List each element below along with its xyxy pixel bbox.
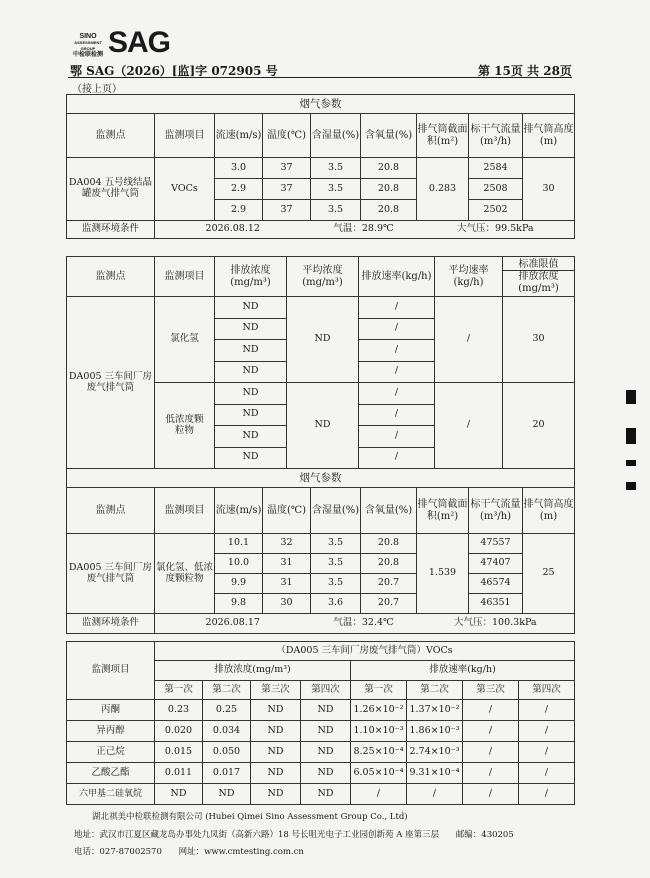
item-label: 监测项目: [67, 642, 155, 700]
time-header: 第三次: [251, 681, 301, 700]
cell: 20.7: [361, 574, 417, 594]
cell: 0.23: [155, 700, 203, 721]
conc-label: 排放浓度(mg/m³): [155, 661, 351, 681]
cell: ND: [301, 700, 351, 721]
cell: 1.37×10⁻²: [407, 700, 463, 721]
conditions-temp: 气温：28.9℃: [311, 221, 417, 239]
cell: 10.1: [215, 534, 263, 554]
section-title: 烟气参数: [67, 95, 575, 114]
col-header: 监测点: [67, 257, 155, 297]
cell-avg: ND: [287, 297, 359, 383]
cell: /: [463, 742, 519, 763]
cell: /: [463, 721, 519, 742]
cell: /: [359, 361, 435, 383]
logo-text: [70, 34, 106, 58]
cell: ND: [155, 784, 203, 805]
limit-label: 标准限值: [503, 259, 574, 272]
table-emission-da005: [66, 256, 575, 469]
cell: 37: [263, 158, 311, 179]
cell: /: [359, 447, 435, 469]
monitor-item: 氯化氢: [155, 297, 215, 383]
table-row: [67, 784, 575, 805]
cell-avg-rate: /: [435, 383, 503, 469]
cell: /: [359, 318, 435, 340]
table-flue-gas-da004: [66, 94, 575, 239]
cell: 20.8: [361, 200, 417, 221]
monitor-point: DA004 五号线结晶罐废气排气筒: [67, 158, 155, 221]
cell: ND: [215, 340, 287, 362]
col-header: 监测项目: [155, 114, 215, 158]
cell: 32: [263, 534, 311, 554]
col-header: 温度(℃): [263, 488, 311, 534]
cell: 31: [263, 574, 311, 594]
cell: 9.8: [215, 594, 263, 614]
cell: 10.0: [215, 554, 263, 574]
footer-contact-line: [74, 845, 304, 857]
monitor-item: 低浓度颗粒物: [155, 383, 215, 469]
cell: /: [519, 763, 575, 784]
col-header: 监测项目: [155, 257, 215, 297]
cell: 37: [263, 200, 311, 221]
monitor-item: VOCs: [155, 158, 215, 221]
page-info: 第 15页 共 28页: [478, 64, 572, 78]
time-header: 第三次: [463, 681, 519, 700]
cell: 2584: [469, 158, 523, 179]
limit-sub: 排放浓度(mg/m³): [518, 271, 559, 294]
cell-height: 25: [523, 534, 575, 614]
col-header: 排气筒截面积(m²): [417, 488, 469, 534]
cell: 3.5: [311, 200, 361, 221]
cell: ND: [251, 784, 301, 805]
cell: 3.5: [311, 534, 361, 554]
cell: 0.017: [203, 763, 251, 784]
conditions-pressure: 大气压：99.5kPa: [417, 221, 575, 239]
cell: 9.9: [215, 574, 263, 594]
cell: 0.25: [203, 700, 251, 721]
footer-company: 湖北祺美中检联检测有限公司 (Hubei Qimei Sino Assessment Group Co., Ltd): [92, 812, 408, 822]
cell: 1.26×10⁻²: [351, 700, 407, 721]
cell: /: [519, 700, 575, 721]
cell: ND: [215, 447, 287, 469]
conditions-date: 2026.08.17: [155, 614, 311, 634]
table-row: [67, 763, 575, 784]
cell: /: [359, 340, 435, 362]
cell: /: [351, 784, 407, 805]
cell-avg: ND: [287, 383, 359, 469]
col-header: 排放速率(kg/h): [359, 257, 435, 297]
cell: 0.050: [203, 742, 251, 763]
time-header: 第二次: [407, 681, 463, 700]
vocs-title: （DA005 三车间厂房废气排气筒）VOCs: [155, 642, 575, 661]
cell: 20.8: [361, 554, 417, 574]
compound-name: 丙酮: [67, 700, 155, 721]
cell: ND: [251, 700, 301, 721]
cell: 3.5: [311, 179, 361, 200]
cell: ND: [215, 383, 287, 405]
cell: ND: [251, 721, 301, 742]
logo-cn: 中检联检测: [72, 52, 103, 58]
cell: 47407: [469, 554, 523, 574]
col-header-limit: [503, 257, 575, 297]
cell: ND: [215, 361, 287, 383]
table-row: [67, 700, 575, 721]
cell: 3.0: [215, 158, 263, 179]
conditions-pressure: 大气压：100.3kPa: [417, 614, 575, 634]
compound-name: 异丙醇: [67, 721, 155, 742]
section-title: 烟气参数: [67, 469, 575, 488]
compound-name: 正己烷: [67, 742, 155, 763]
cell: 6.05×10⁻⁴: [351, 763, 407, 784]
col-header: 监测点: [67, 114, 155, 158]
table-row: [67, 742, 575, 763]
cell: 9.31×10⁻⁴: [407, 763, 463, 784]
rate-label: 排放速率(kg/h): [351, 661, 575, 681]
cell-area: 0.283: [417, 158, 469, 221]
footer-phone: 电话：027-87002570: [74, 847, 162, 857]
cell: ND: [301, 784, 351, 805]
col-header: 含氧量(%): [361, 114, 417, 158]
logo-sino: SINO: [79, 33, 97, 40]
cell: ND: [203, 784, 251, 805]
col-header: 监测点: [67, 488, 155, 534]
footer-address-line: [74, 828, 514, 840]
col-header: 排气筒高度(m): [523, 114, 575, 158]
compound-name: 乙酸乙酯: [67, 763, 155, 784]
cell: 46574: [469, 574, 523, 594]
col-header: 排气筒截面积(m²): [417, 114, 469, 158]
cell: /: [359, 297, 435, 319]
seal-mark: [626, 428, 636, 444]
cell: 1.86×10⁻³: [407, 721, 463, 742]
cell: 46351: [469, 594, 523, 614]
col-header: 标干气流量(m³/h): [469, 114, 523, 158]
cell-area: 1.539: [417, 534, 469, 614]
col-header: 平均浓度(mg/m³): [287, 257, 359, 297]
cell: 2502: [469, 200, 523, 221]
cell: /: [359, 426, 435, 448]
cell: 20.8: [361, 534, 417, 554]
cell: 0.011: [155, 763, 203, 784]
table-row: [67, 721, 575, 742]
footer-postcode: 邮编：430205: [455, 830, 514, 840]
cell: 2.9: [215, 179, 263, 200]
seal-mark: [626, 482, 636, 490]
cell: ND: [251, 763, 301, 784]
cell: 20.8: [361, 179, 417, 200]
col-header: 含湿量(%): [311, 488, 361, 534]
cell: 30: [263, 594, 311, 614]
cell: 2.74×10⁻³: [407, 742, 463, 763]
cell: 0.034: [203, 721, 251, 742]
compound-name: 六甲基二硅氧烷: [67, 784, 155, 805]
cell: 2508: [469, 179, 523, 200]
cell: /: [463, 700, 519, 721]
cell: ND: [301, 721, 351, 742]
time-header: 第四次: [301, 681, 351, 700]
conditions-temp: 气温：32.4℃: [311, 614, 417, 634]
col-header: 流速(m/s): [215, 114, 263, 158]
header-rule: [68, 77, 572, 78]
seal-mark: [626, 460, 636, 466]
conditions-date: 2026.08.12: [155, 221, 311, 239]
footer-website: 网址：www.cmtesting.com.cn: [178, 847, 304, 857]
cell: ND: [215, 297, 287, 319]
cell: ND: [215, 426, 287, 448]
col-header: 标干气流量(m³/h): [469, 488, 523, 534]
conditions-label: 监测环境条件: [67, 614, 155, 634]
cell: /: [359, 383, 435, 405]
cell-limit: 30: [503, 297, 575, 383]
cell: 20.8: [361, 158, 417, 179]
cell: 2.9: [215, 200, 263, 221]
cell: 8.25×10⁻⁴: [351, 742, 407, 763]
continued-label: （接上页）: [72, 84, 122, 95]
table-flue-gas-da005: [66, 468, 575, 634]
conditions-label: 监测环境条件: [67, 221, 155, 239]
col-header: 含氧量(%): [361, 488, 417, 534]
table-vocs-da005: [66, 641, 575, 805]
col-header: 温度(℃): [263, 114, 311, 158]
cell: 37: [263, 179, 311, 200]
cell: 20.7: [361, 594, 417, 614]
cell: 31: [263, 554, 311, 574]
seal-mark: [626, 390, 636, 404]
cell: ND: [215, 404, 287, 426]
col-header: 排气筒高度(m): [523, 488, 575, 534]
cell: /: [519, 784, 575, 805]
cell-height: 30: [523, 158, 575, 221]
cell: /: [463, 763, 519, 784]
cell: /: [519, 721, 575, 742]
col-header: 流速(m/s): [215, 488, 263, 534]
document-number: 鄂 SAG（2026）[监]字 072905 号: [70, 64, 278, 78]
cell: /: [463, 784, 519, 805]
cell: 1.10×10⁻³: [351, 721, 407, 742]
cell-limit: 20: [503, 383, 575, 469]
cell: 47557: [469, 534, 523, 554]
col-header: 含湿量(%): [311, 114, 361, 158]
time-header: 第二次: [203, 681, 251, 700]
cell: /: [359, 404, 435, 426]
logo-group: ASSESSMENT GROUP: [74, 40, 102, 51]
col-header: 平均速率(kg/h): [435, 257, 503, 297]
monitor-item: 氯化氢、低浓度颗粒物: [155, 534, 215, 614]
cell: 0.020: [155, 721, 203, 742]
cell: 3.5: [311, 158, 361, 179]
monitor-point: DA005 三车间厂房废气排气筒: [67, 534, 155, 614]
cell: /: [519, 742, 575, 763]
cell: ND: [301, 742, 351, 763]
cell: /: [407, 784, 463, 805]
cell: 0.015: [155, 742, 203, 763]
col-header: 监测项目: [155, 488, 215, 534]
col-header: 排放浓度(mg/m³): [215, 257, 287, 297]
time-header: 第一次: [155, 681, 203, 700]
footer-address: 地址：武汉市江夏区藏龙岛办事处九凤街（高新六路）18 号长咀光电子工业园创新苑 A 座第三层: [74, 830, 440, 840]
cell: ND: [301, 763, 351, 784]
cell: ND: [251, 742, 301, 763]
monitor-point: DA005 三车间厂房废气排气筒: [67, 297, 155, 469]
time-header: 第四次: [519, 681, 575, 700]
cell: 3.5: [311, 574, 361, 594]
cell: 3.6: [311, 594, 361, 614]
cell: ND: [215, 318, 287, 340]
time-header: 第一次: [351, 681, 407, 700]
cell: 3.5: [311, 554, 361, 574]
cell-avg-rate: /: [435, 297, 503, 383]
logo-sag: SAG: [108, 26, 171, 59]
